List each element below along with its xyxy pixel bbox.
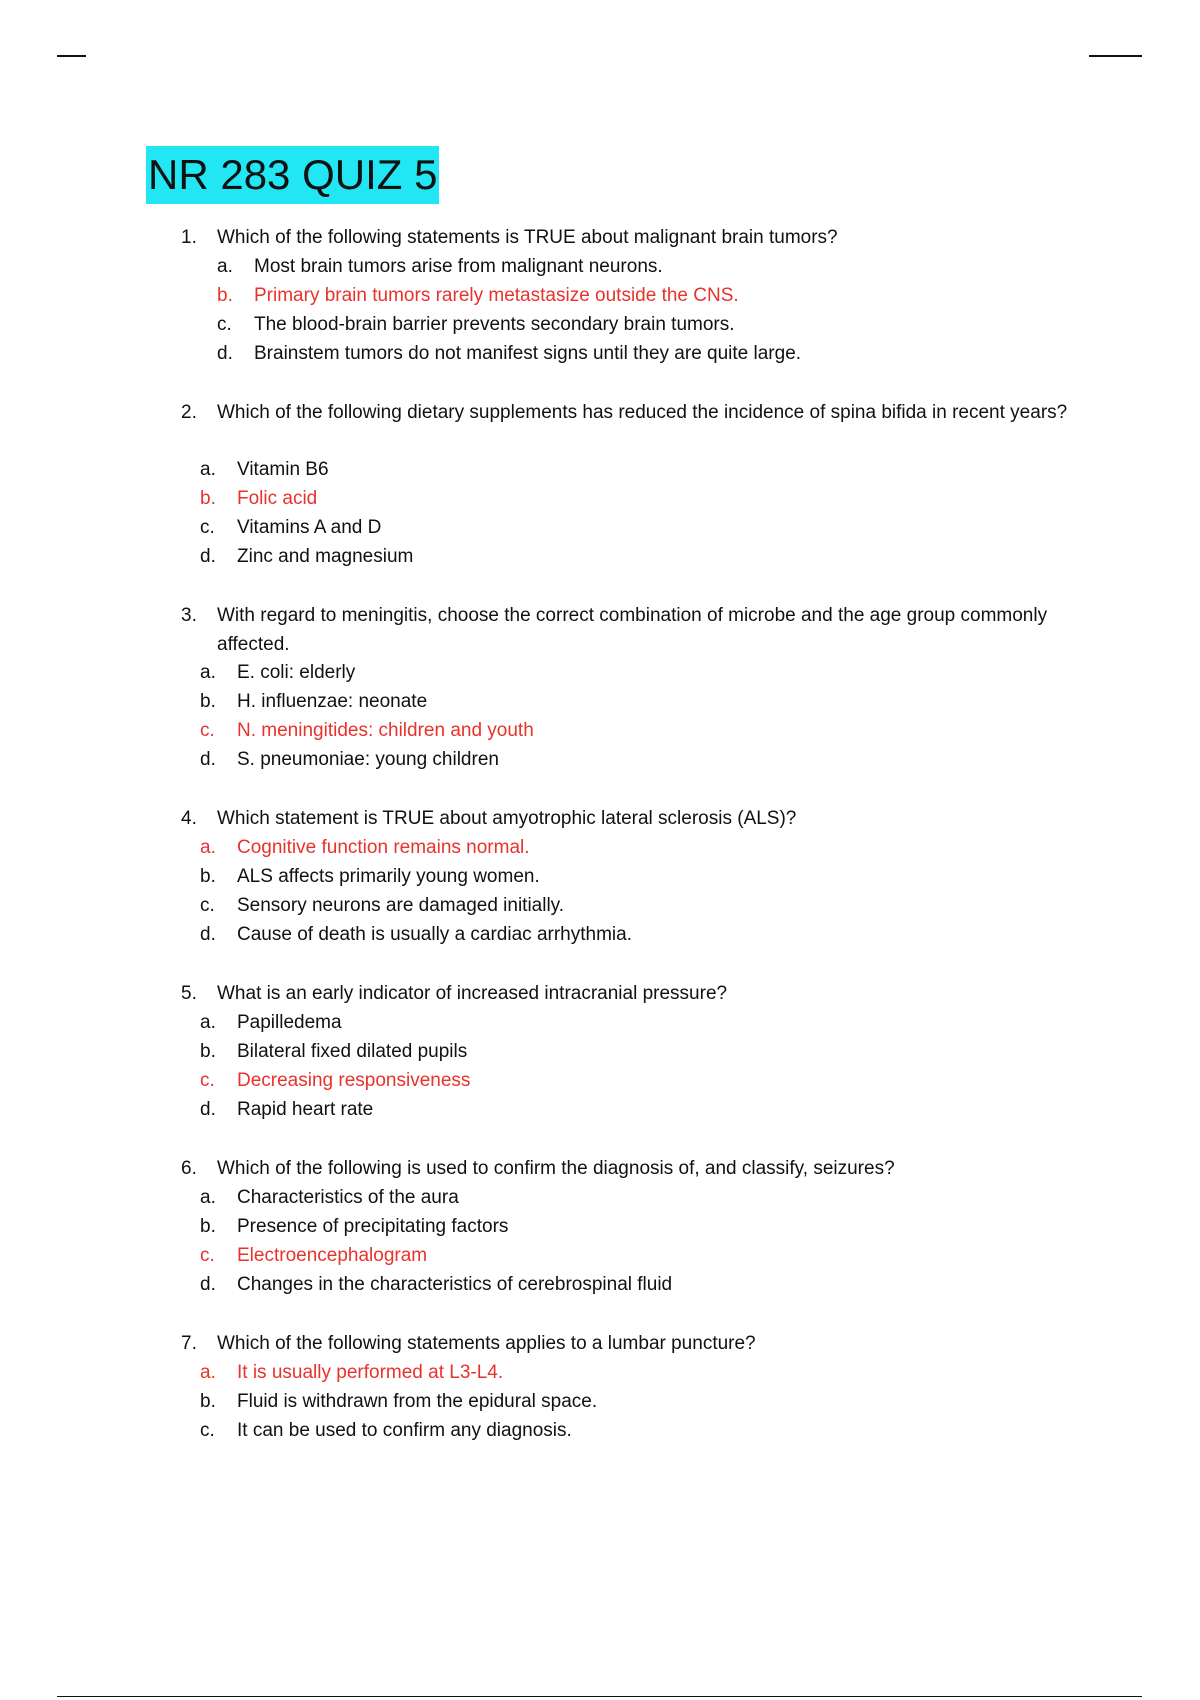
option-text: Cause of death is usually a cardiac arrhythmia. [237,924,632,945]
answer-option [0,746,1200,775]
option-text: Brainstem tumors do not manifest signs until they are quite large. [254,343,802,364]
answer-option [0,1388,1200,1417]
option-text: Cognitive function remains normal. [237,837,530,858]
option-text: Rapid heart rate [237,1099,374,1120]
question-number: 7. [181,1333,197,1354]
option-letter: c. [200,1245,215,1266]
option-letter: c. [200,720,215,741]
option-letter: b. [217,285,233,306]
question-3 [0,602,1200,775]
option-letter: b. [200,691,216,712]
question-number: 2. [181,402,197,423]
footer-rule [57,1696,1142,1697]
option-text: Zinc and magnesium [237,546,414,567]
answer-option [0,1184,1200,1213]
answer-option [0,1009,1200,1038]
option-letter: a. [200,1012,216,1033]
correct-answer-option [0,1242,1200,1271]
option-text: Bilateral fixed dilated pupils [237,1041,468,1062]
question-number: 5. [181,983,197,1004]
answer-option [0,340,1200,369]
option-letter: d. [200,924,216,945]
option-letter: b. [200,866,216,887]
option-text: N. meningitides: children and youth [237,720,534,741]
option-letter: d. [217,343,233,364]
question-text: Which of the following dietary supplements has reduced the incidence of spina bifida in recent years? [217,402,1068,423]
option-text: It can be used to confirm any diagnosis. [237,1420,572,1441]
answer-option [0,688,1200,717]
correct-answer-option [0,485,1200,514]
option-text: Fluid is withdrawn from the epidural space. [237,1391,598,1412]
option-text: Presence of precipitating factors [237,1216,509,1237]
question-1 [0,224,1200,369]
option-text: Papilledema [237,1012,342,1033]
option-text: Most brain tumors arise from malignant neurons. [254,256,663,277]
correct-answer-option [0,1359,1200,1388]
correct-answer-option [0,834,1200,863]
option-text: Sensory neurons are damaged initially. [237,895,565,916]
option-text: Primary brain tumors rarely metastasize outside the CNS. [254,285,739,306]
option-text: E. coli: elderly [237,662,356,683]
option-text: Vitamins A and D [237,517,382,538]
option-letter: d. [200,749,216,770]
question-number: 6. [181,1158,197,1179]
header-rule-left [57,55,86,57]
option-text: Decreasing responsiveness [237,1070,471,1091]
correct-answer-option [0,717,1200,746]
question-text: Which of the following statements is TRUE about malignant brain tumors? [217,227,838,248]
question-text: Which of the following is used to confirm the diagnosis of, and classify, seizures? [217,1158,895,1179]
option-letter: c. [217,314,232,335]
question-list [0,224,1200,1476]
option-letter: a. [200,662,216,683]
question-4 [0,805,1200,950]
option-letter: d. [200,1099,216,1120]
question-text: What is an early indicator of increased intracranial pressure? [217,983,728,1004]
option-text: Characteristics of the aura [237,1187,459,1208]
answer-option [0,659,1200,688]
question-text: With regard to meningitis, choose the correct combination of microbe and the age group commonly affected. [217,605,1048,655]
option-text: H. influenzae: neonate [237,691,428,712]
correct-answer-option [0,1067,1200,1096]
option-text: Folic acid [237,488,318,509]
question-text: Which of the following statements applies to a lumbar puncture? [217,1333,756,1354]
question-2 [0,399,1200,572]
answer-option [0,892,1200,921]
answer-option [0,456,1200,485]
option-text: The blood-brain barrier prevents secondary brain tumors. [254,314,735,335]
answer-option [0,253,1200,282]
question-7 [0,1330,1200,1446]
answer-option [0,311,1200,340]
answer-option [0,1038,1200,1067]
option-letter: a. [200,1362,216,1383]
option-text: ALS affects primarily young women. [237,866,540,887]
option-text: It is usually performed at L3-L4. [237,1362,504,1383]
option-letter: a. [200,837,216,858]
question-number: 4. [181,808,197,829]
page-title: NR 283 QUIZ 5 [146,146,439,204]
option-letter: b. [200,1041,216,1062]
answer-option [0,921,1200,950]
answer-option [0,543,1200,572]
option-text: S. pneumoniae: young children [237,749,499,770]
answer-option [0,1271,1200,1300]
option-letter: b. [200,1216,216,1237]
answer-option [0,1213,1200,1242]
option-letter: d. [200,1274,216,1295]
option-text: Electroencephalogram [237,1245,428,1266]
answer-option [0,514,1200,543]
answer-option [0,1096,1200,1125]
answer-option [0,1417,1200,1446]
option-letter: c. [200,1420,215,1441]
question-number: 3. [181,605,197,626]
option-letter: b. [200,1391,216,1412]
option-letter: c. [200,517,215,538]
option-text: Changes in the characteristics of cerebrospinal fluid [237,1274,673,1295]
option-letter: a. [200,1187,216,1208]
option-letter: a. [217,256,233,277]
option-letter: c. [200,895,215,916]
option-letter: a. [200,459,216,480]
option-letter: c. [200,1070,215,1091]
header-rule-right [1089,55,1142,57]
correct-answer-option [0,282,1200,311]
question-6 [0,1155,1200,1300]
option-letter: b. [200,488,216,509]
question-5 [0,980,1200,1125]
answer-option [0,863,1200,892]
question-number: 1. [181,227,197,248]
option-text: Vitamin B6 [237,459,329,480]
option-letter: d. [200,546,216,567]
question-text: Which statement is TRUE about amyotrophic lateral sclerosis (ALS)? [217,808,797,829]
